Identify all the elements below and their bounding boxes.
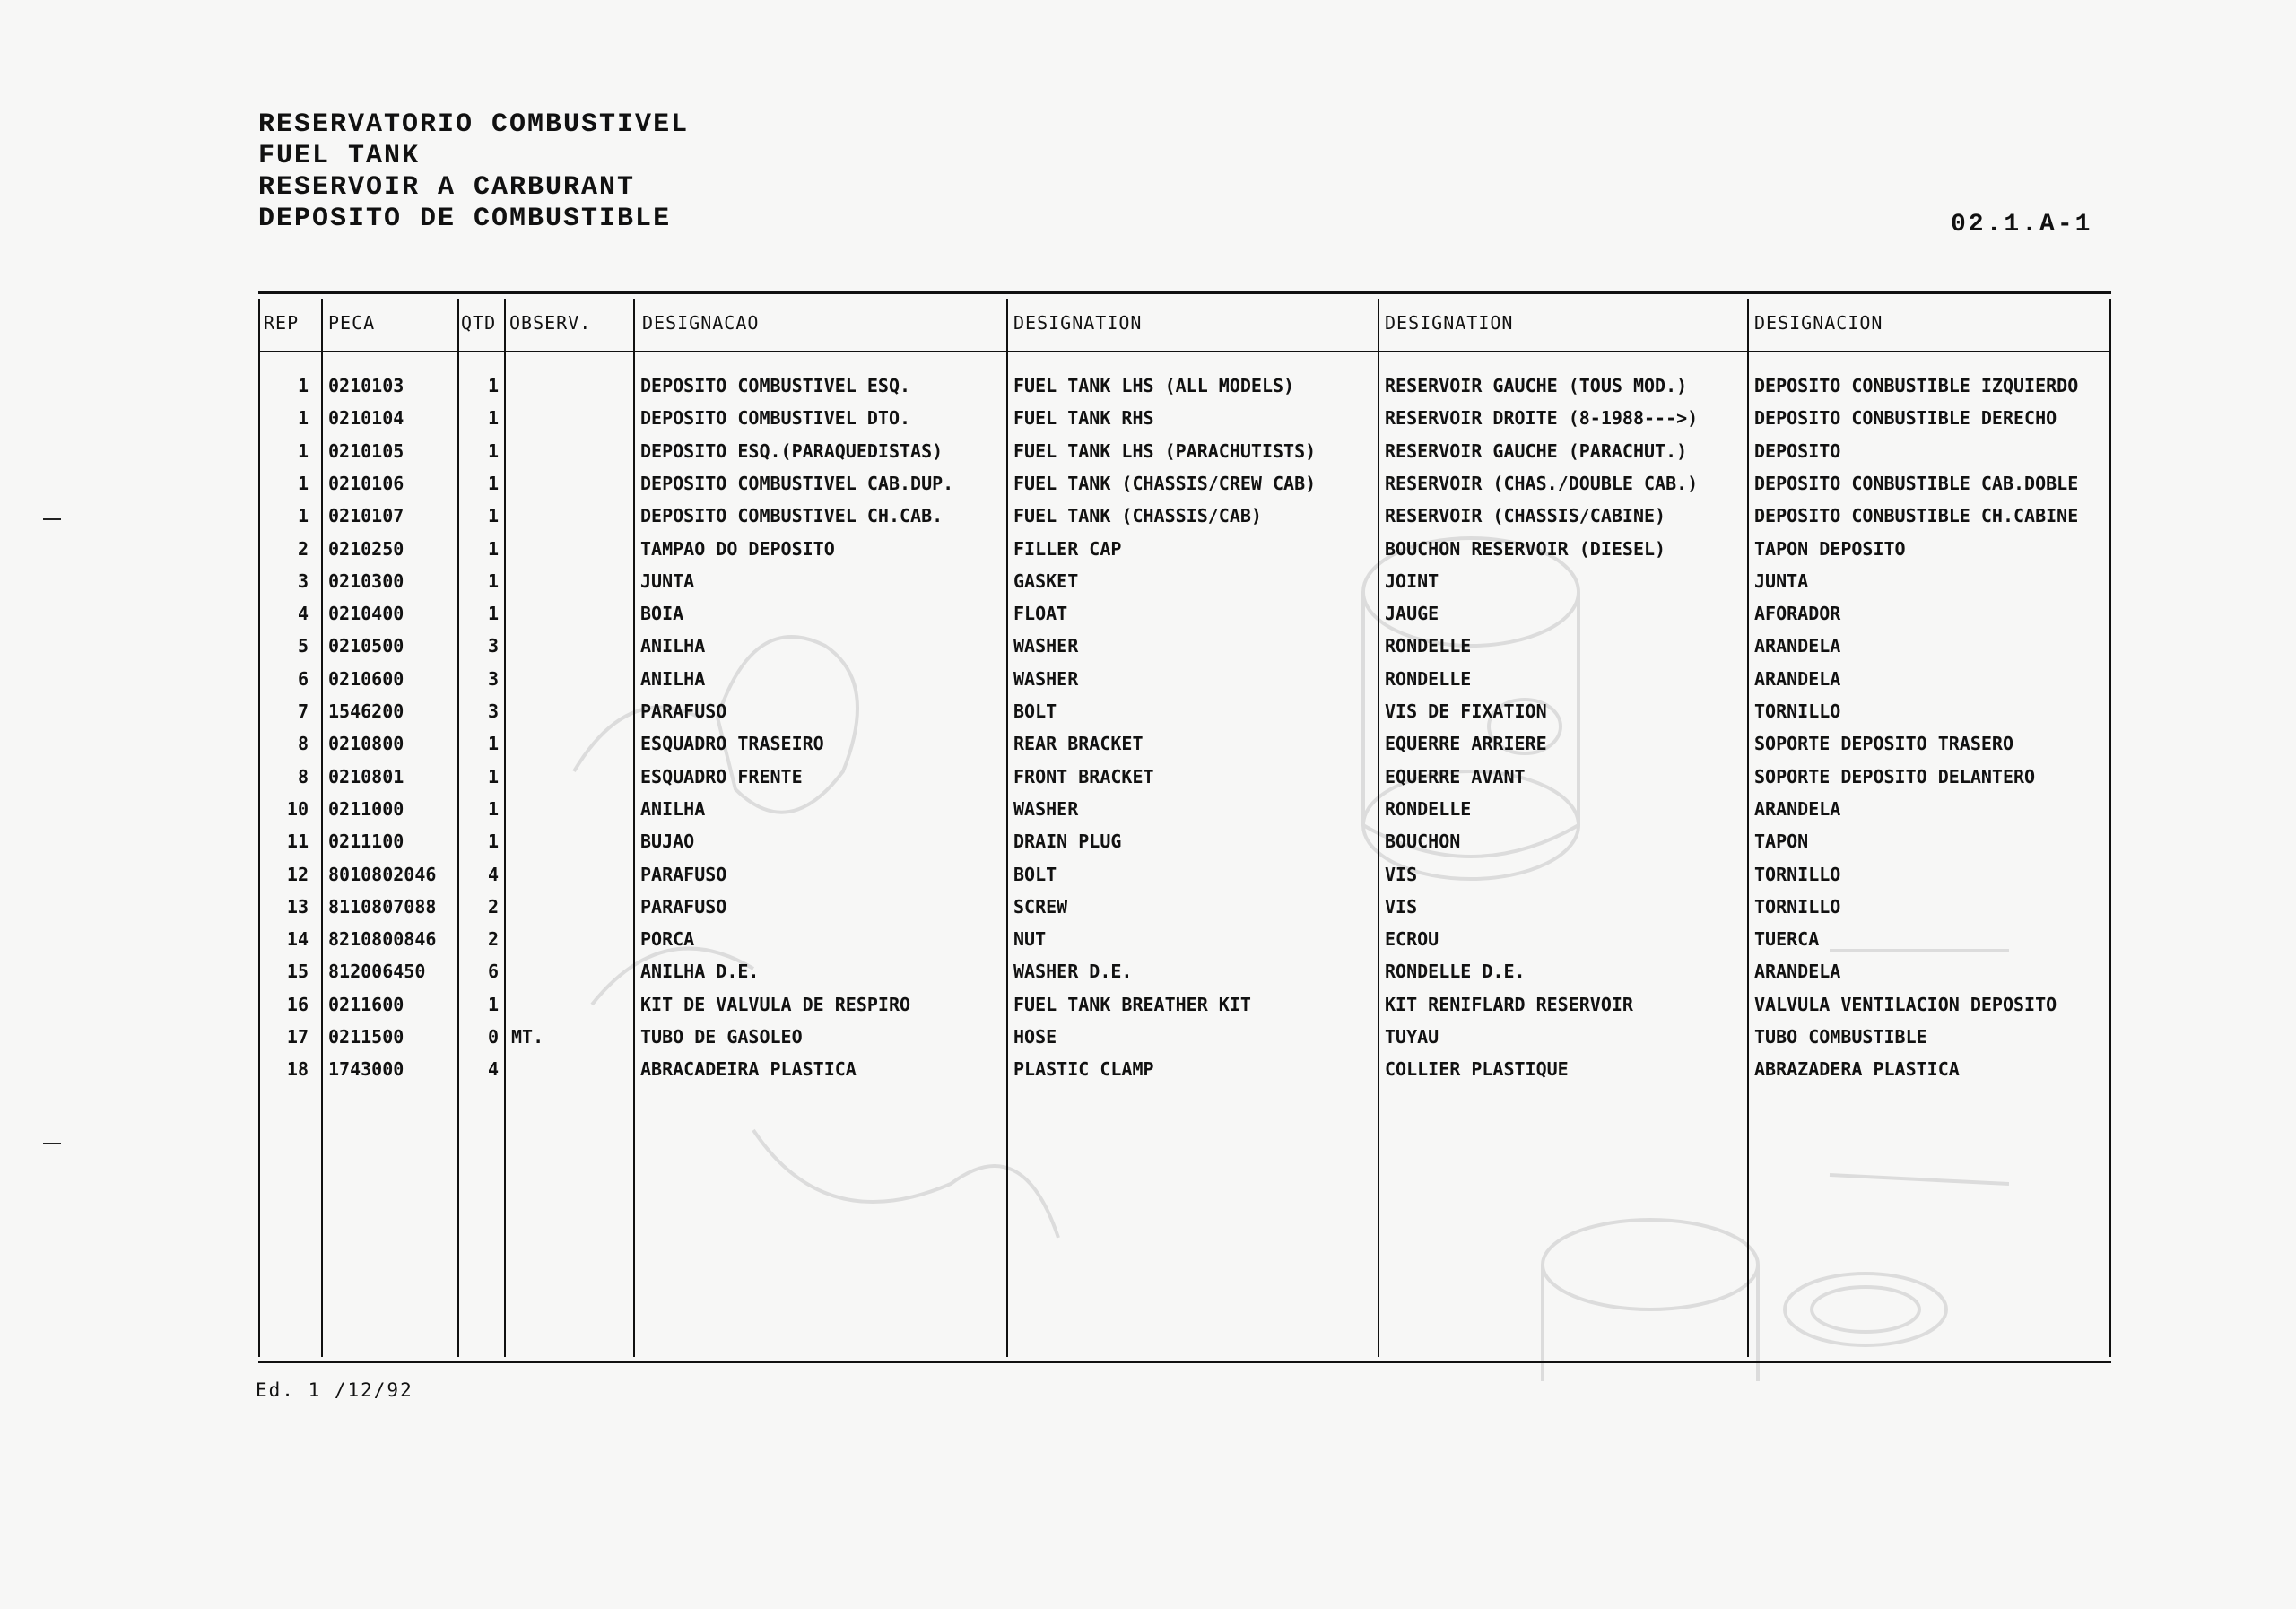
table-bottom-border <box>258 1361 2111 1363</box>
cell-es: TUERCA <box>1754 928 1820 951</box>
cell-pt: ANILHA <box>640 667 706 690</box>
cell-rep: 15 <box>286 961 309 983</box>
cell-peca: 1743000 <box>328 1058 404 1081</box>
scan-mark <box>43 1143 61 1144</box>
cell-en: DRAIN PLUG <box>1013 831 1122 853</box>
cell-fr: RESERVOIR GAUCHE (TOUS MOD.) <box>1385 375 1688 396</box>
cell-en: WASHER <box>1013 797 1079 820</box>
cell-es: TAPON DEPOSITO <box>1754 537 1906 560</box>
cell-pt: ABRACADEIRA PLASTICA <box>640 1058 857 1081</box>
table-row <box>258 1058 2111 1091</box>
cell-pt: ANILHA <box>640 797 706 820</box>
cell-fr: JOINT <box>1385 570 1439 592</box>
cell-es: DEPOSITO CONBUSTIBLE CH.CABINE <box>1754 505 2079 527</box>
cell-qtd: 6 <box>487 961 499 983</box>
cell-es: SOPORTE DEPOSITO DELANTERO <box>1754 765 2036 787</box>
cell-es: DEPOSITO <box>1754 439 1841 462</box>
cell-rep: 14 <box>286 928 309 951</box>
cell-pt: KIT DE VALVULA DE RESPIRO <box>640 993 911 1015</box>
cell-es: DEPOSITO CONBUSTIBLE IZQUIERDO <box>1754 375 2079 396</box>
cell-pt: PARAFUSO <box>640 895 727 918</box>
cell-es: TORNILLO <box>1754 863 1841 885</box>
header-designacion: DESIGNACION <box>1754 312 1883 334</box>
scan-mark <box>43 518 61 520</box>
cell-qtd: 1 <box>487 831 499 853</box>
cell-rep: 2 <box>297 537 309 560</box>
table-row <box>258 570 2111 603</box>
table-row <box>258 375 2111 407</box>
cell-peca: 0211000 <box>328 797 404 820</box>
cell-en: WASHER <box>1013 667 1079 690</box>
cell-rep: 17 <box>286 1026 309 1048</box>
cell-rep: 1 <box>297 472 309 494</box>
cell-peca: 0210801 <box>328 765 404 787</box>
cell-pt: DEPOSITO COMBUSTIVEL CAB.DUP. <box>640 472 954 494</box>
cell-rep: 1 <box>297 407 309 430</box>
cell-fr: RESERVOIR (CHASSIS/CABINE) <box>1385 505 1666 527</box>
cell-en: FUEL TANK LHS (ALL MODELS) <box>1013 375 1295 396</box>
cell-rep: 1 <box>297 505 309 527</box>
cell-rep: 1 <box>297 439 309 462</box>
cell-pt: DEPOSITO COMBUSTIVEL ESQ. <box>640 375 911 396</box>
cell-en: WASHER D.E. <box>1013 961 1133 983</box>
title-spanish: DEPOSITO DE COMBUSTIBLE <box>258 204 672 234</box>
cell-qtd: 0 <box>487 1026 499 1048</box>
table-row <box>258 896 2111 928</box>
cell-en: GASKET <box>1013 570 1079 592</box>
cell-qtd: 1 <box>487 797 499 820</box>
table-row <box>258 440 2111 473</box>
cell-peca: 0210400 <box>328 603 404 625</box>
cell-qtd: 1 <box>487 603 499 625</box>
cell-fr: BOUCHON RESERVOIR (DIESEL) <box>1385 537 1666 560</box>
parts-table <box>258 291 2111 1363</box>
cell-peca: 0210800 <box>328 733 404 755</box>
cell-fr: RESERVOIR DROITE (8-1988--->) <box>1385 407 1699 430</box>
cell-en: REAR BRACKET <box>1013 733 1144 755</box>
cell-es: JUNTA <box>1754 570 1809 592</box>
table-row <box>258 668 2111 700</box>
table-top-border <box>258 291 2111 294</box>
cell-fr: RONDELLE <box>1385 635 1472 657</box>
header-divider <box>258 351 2111 352</box>
cell-qtd: 1 <box>487 570 499 592</box>
cell-qtd: 1 <box>487 407 499 430</box>
cell-fr: TUYAU <box>1385 1026 1439 1048</box>
cell-en: FRONT BRACKET <box>1013 765 1154 787</box>
cell-qtd: 2 <box>487 928 499 951</box>
cell-rep: 7 <box>297 700 309 722</box>
cell-peca: 0211500 <box>328 1026 404 1048</box>
table-row <box>258 538 2111 570</box>
cell-qtd: 1 <box>487 375 499 396</box>
cell-peca: 0210600 <box>328 667 404 690</box>
cell-rep: 1 <box>297 375 309 396</box>
cell-fr: RESERVOIR (CHAS./DOUBLE CAB.) <box>1385 472 1699 494</box>
cell-es: TUBO COMBUSTIBLE <box>1754 1026 1927 1048</box>
cell-qtd: 1 <box>487 765 499 787</box>
cell-qtd: 1 <box>487 993 499 1015</box>
cell-qtd: 2 <box>487 895 499 918</box>
cell-es: DEPOSITO CONBUSTIBLE DERECHO <box>1754 407 2057 430</box>
page-code: 02.1.A-1 <box>1951 211 2093 239</box>
cell-fr: RONDELLE D.E. <box>1385 961 1526 983</box>
cell-pt: ANILHA D.E. <box>640 961 760 983</box>
cell-en: FUEL TANK BREATHER KIT <box>1013 993 1251 1015</box>
cell-peca: 0210250 <box>328 537 404 560</box>
cell-pt: DEPOSITO COMBUSTIVEL CH.CAB. <box>640 505 944 527</box>
cell-peca: 0210300 <box>328 570 404 592</box>
table-row <box>258 831 2111 863</box>
cell-observ: MT. <box>511 1026 544 1048</box>
cell-pt: TAMPAO DO DEPOSITO <box>640 537 835 560</box>
cell-peca: 0210106 <box>328 472 404 494</box>
cell-pt: TUBO DE GASOLEO <box>640 1026 803 1048</box>
table-row <box>258 864 2111 896</box>
cell-pt: PARAFUSO <box>640 863 727 885</box>
cell-pt: ANILHA <box>640 635 706 657</box>
header-qtd: QTD <box>461 312 497 334</box>
table-row <box>258 603 2111 635</box>
cell-fr: ECROU <box>1385 928 1439 951</box>
cell-en: PLASTIC CLAMP <box>1013 1058 1154 1081</box>
cell-es: VALVULA VENTILACION DEPOSITO <box>1754 993 2057 1015</box>
cell-pt: BUJAO <box>640 831 695 853</box>
cell-en: NUT <box>1013 928 1047 951</box>
cell-es: ABRAZADERA PLASTICA <box>1754 1058 1960 1081</box>
table-row <box>258 994 2111 1026</box>
cell-en: WASHER <box>1013 635 1079 657</box>
cell-en: FUEL TANK (CHASSIS/CAB) <box>1013 505 1262 527</box>
cell-fr: VIS DE FIXATION <box>1385 700 1547 722</box>
cell-rep: 12 <box>286 863 309 885</box>
cell-rep: 8 <box>297 733 309 755</box>
header-designation-fr: DESIGNATION <box>1385 312 1514 334</box>
cell-pt: JUNTA <box>640 570 695 592</box>
table-row <box>258 505 2111 537</box>
cell-en: FILLER CAP <box>1013 537 1122 560</box>
cell-en: SCREW <box>1013 895 1068 918</box>
cell-fr: KIT RENIFLARD RESERVOIR <box>1385 993 1633 1015</box>
cell-peca: 8110807088 <box>328 895 437 918</box>
cell-pt: PORCA <box>640 928 695 951</box>
cell-fr: EQUERRE AVANT <box>1385 765 1526 787</box>
table-row <box>258 635 2111 667</box>
cell-es: AFORADOR <box>1754 603 1841 625</box>
cell-fr: VIS <box>1385 895 1418 918</box>
cell-qtd: 1 <box>487 537 499 560</box>
cell-es: ARANDELA <box>1754 961 1841 983</box>
cell-en: FUEL TANK LHS (PARACHUTISTS) <box>1013 439 1317 462</box>
title-french: RESERVOIR A CARBURANT <box>258 172 636 203</box>
cell-en: BOLT <box>1013 700 1057 722</box>
cell-en: FLOAT <box>1013 603 1068 625</box>
header-observ: OBSERV. <box>509 312 592 334</box>
table-row <box>258 766 2111 798</box>
edition-date: Ed. 1 /12/92 <box>256 1379 413 1401</box>
cell-es: DEPOSITO CONBUSTIBLE CAB.DOBLE <box>1754 472 2079 494</box>
cell-peca: 8210800846 <box>328 928 437 951</box>
cell-en: FUEL TANK (CHASSIS/CREW CAB) <box>1013 472 1317 494</box>
cell-es: TORNILLO <box>1754 700 1841 722</box>
table-row <box>258 473 2111 505</box>
title-english: FUEL TANK <box>258 141 421 171</box>
cell-rep: 6 <box>297 667 309 690</box>
cell-peca: 812006450 <box>328 961 426 983</box>
cell-en: HOSE <box>1013 1026 1057 1048</box>
table-row <box>258 928 2111 961</box>
table-row <box>258 700 2111 733</box>
cell-peca: 8010802046 <box>328 863 437 885</box>
header-designation-en: DESIGNATION <box>1013 312 1143 334</box>
cell-fr: RONDELLE <box>1385 797 1472 820</box>
cell-qtd: 3 <box>487 635 499 657</box>
cell-fr: COLLIER PLASTIQUE <box>1385 1058 1569 1081</box>
table-row <box>258 733 2111 765</box>
cell-rep: 16 <box>286 993 309 1015</box>
cell-qtd: 3 <box>487 667 499 690</box>
cell-qtd: 4 <box>487 1058 499 1081</box>
cell-qtd: 1 <box>487 733 499 755</box>
cell-peca: 0210105 <box>328 439 404 462</box>
table-row <box>258 407 2111 439</box>
cell-rep: 4 <box>297 603 309 625</box>
cell-fr: RESERVOIR GAUCHE (PARACHUT.) <box>1385 439 1688 462</box>
cell-pt: BOIA <box>640 603 684 625</box>
cell-pt: DEPOSITO COMBUSTIVEL DTO. <box>640 407 911 430</box>
cell-rep: 18 <box>286 1058 309 1081</box>
header-rep: REP <box>264 312 300 334</box>
cell-peca: 0210104 <box>328 407 404 430</box>
cell-es: ARANDELA <box>1754 667 1841 690</box>
cell-en: FUEL TANK RHS <box>1013 407 1154 430</box>
cell-peca: 0210500 <box>328 635 404 657</box>
cell-rep: 10 <box>286 797 309 820</box>
cell-es: ARANDELA <box>1754 635 1841 657</box>
cell-qtd: 4 <box>487 863 499 885</box>
title-block <box>258 109 689 235</box>
cell-peca: 1546200 <box>328 700 404 722</box>
cell-fr: BOUCHON <box>1385 831 1461 853</box>
cell-fr: EQUERRE ARRIERE <box>1385 733 1547 755</box>
cell-qtd: 3 <box>487 700 499 722</box>
header-designacao: DESIGNACAO <box>642 312 760 334</box>
cell-rep: 3 <box>297 570 309 592</box>
cell-es: TAPON <box>1754 831 1809 853</box>
cell-peca: 0210107 <box>328 505 404 527</box>
cell-qtd: 1 <box>487 505 499 527</box>
cell-pt: PARAFUSO <box>640 700 727 722</box>
cell-rep: 8 <box>297 765 309 787</box>
cell-pt: ESQUADRO TRASEIRO <box>640 733 824 755</box>
cell-rep: 11 <box>286 831 309 853</box>
cell-fr: VIS <box>1385 863 1418 885</box>
header-peca: PECA <box>328 312 376 334</box>
cell-fr: RONDELLE <box>1385 667 1472 690</box>
cell-pt: ESQUADRO FRENTE <box>640 765 803 787</box>
cell-es: ARANDELA <box>1754 797 1841 820</box>
title-portuguese: RESERVATORIO COMBUSTIVEL <box>258 109 690 140</box>
cell-rep: 5 <box>297 635 309 657</box>
cell-es: TORNILLO <box>1754 895 1841 918</box>
cell-rep: 13 <box>286 895 309 918</box>
cell-en: BOLT <box>1013 863 1057 885</box>
cell-fr: JAUGE <box>1385 603 1439 625</box>
cell-es: SOPORTE DEPOSITO TRASERO <box>1754 733 2013 755</box>
cell-peca: 0211100 <box>328 831 404 853</box>
cell-peca: 0211600 <box>328 993 404 1015</box>
cell-qtd: 1 <box>487 439 499 462</box>
cell-peca: 0210103 <box>328 375 404 396</box>
table-row <box>258 798 2111 831</box>
table-row <box>258 1026 2111 1058</box>
cell-pt: DEPOSITO ESQ.(PARAQUEDISTAS) <box>640 439 944 462</box>
table-row <box>258 961 2111 993</box>
cell-qtd: 1 <box>487 472 499 494</box>
